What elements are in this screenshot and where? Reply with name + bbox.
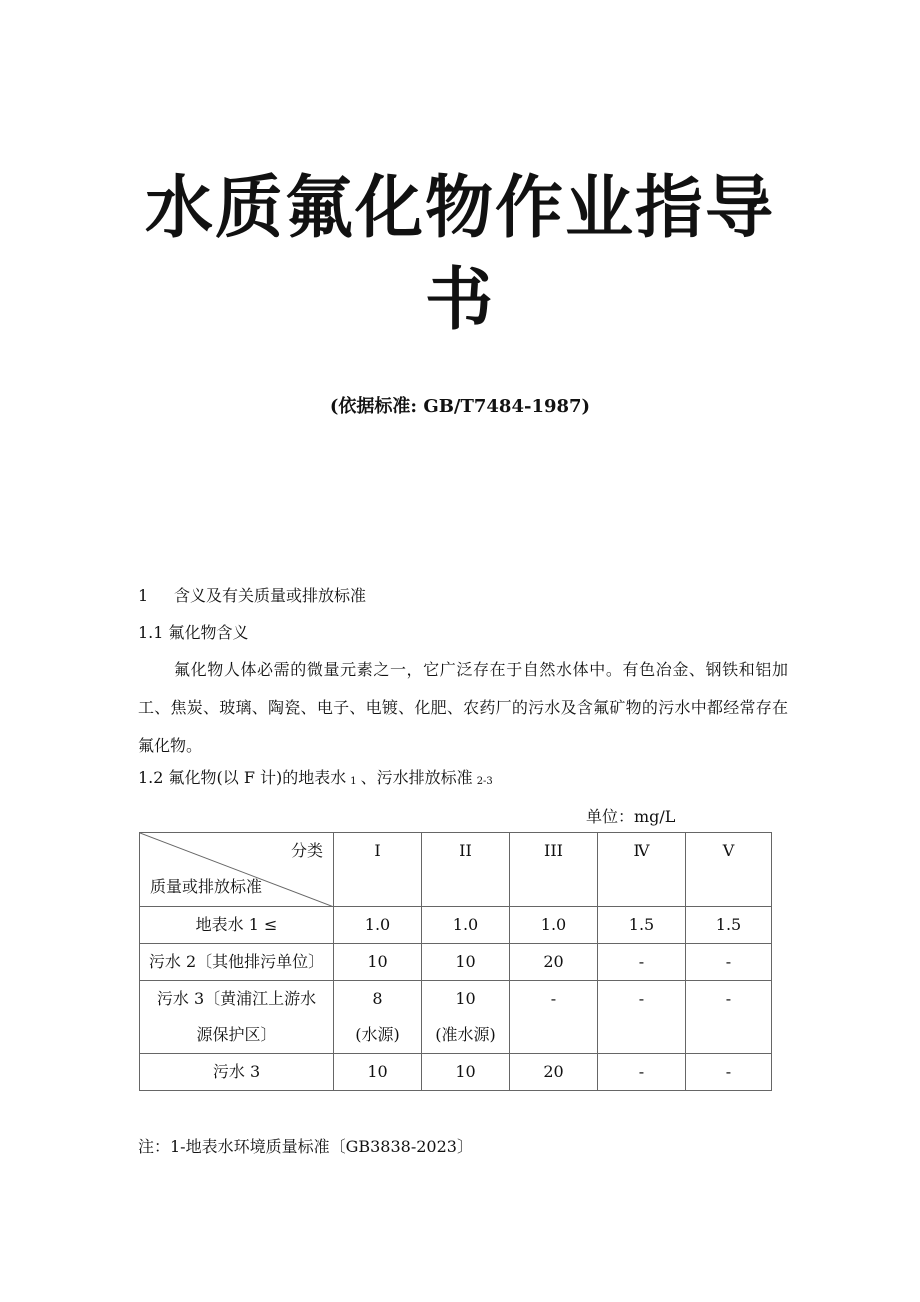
section-1-title: 含义及有关质量或排放标准 bbox=[174, 586, 367, 605]
table-cell bbox=[422, 981, 510, 1054]
section-1-2-part2: 、污水排放标准 bbox=[360, 768, 473, 787]
fluoride-definition-paragraph: 氟化物人体必需的微量元素之一，它广泛存在于自然水体中。有色冶金、钢铁和铝加工、焦炭、玻璃、陶瓷、电子、电镀、化肥、农药厂的污水及含氟矿物的污水中都经常存在氟化物。 bbox=[138, 660, 788, 755]
footnote-ref-1: 1 bbox=[350, 776, 357, 787]
table-cell: - bbox=[598, 944, 686, 981]
table-row bbox=[140, 981, 772, 1054]
table-cell: - bbox=[510, 981, 598, 1054]
column-header: I bbox=[334, 833, 422, 907]
table-cell: 10 bbox=[334, 944, 422, 981]
row-label: 地表水 1 ≤ bbox=[140, 907, 334, 944]
table-row bbox=[140, 944, 772, 981]
table-corner-cell bbox=[140, 833, 334, 907]
column-header: II bbox=[422, 833, 510, 907]
table-row bbox=[140, 1054, 772, 1091]
table-cell: 10 bbox=[422, 944, 510, 981]
row-label-line2: 源保护区〕 bbox=[196, 1025, 277, 1044]
footnote-ref-2-3: 2-3 bbox=[476, 776, 493, 787]
table-cell: - bbox=[686, 944, 772, 981]
footnote: 注：1-地表水环境质量标准〔GB3838-2023〕 bbox=[138, 1137, 473, 1156]
corner-standard-label: 质量或排放标准 bbox=[150, 877, 263, 896]
table-header-row bbox=[140, 833, 772, 907]
cell-note: (准水源) bbox=[435, 1025, 496, 1044]
document-title-line1: 水质氟化物作业指导 bbox=[144, 169, 775, 248]
fluoride-standards-table bbox=[139, 832, 772, 1091]
section-1-1-heading: 1.1 氟化物含义 bbox=[138, 623, 249, 642]
unit-label: 单位：mg/L bbox=[586, 807, 676, 826]
section-1-number: 1 bbox=[138, 586, 149, 605]
table-cell: 10 bbox=[422, 1054, 510, 1091]
row-label: 污水 3 bbox=[140, 1054, 334, 1091]
cell-note: (水源) bbox=[355, 1025, 400, 1044]
table-cell: - bbox=[598, 1054, 686, 1091]
table-row bbox=[140, 907, 772, 944]
table-cell: 10 bbox=[334, 1054, 422, 1091]
section-1-2-heading bbox=[138, 767, 497, 792]
table-cell: 1.5 bbox=[598, 907, 686, 944]
table-cell: 1.0 bbox=[422, 907, 510, 944]
table-cell: 1.5 bbox=[686, 907, 772, 944]
column-header: Ⅳ bbox=[598, 833, 686, 907]
column-header: V bbox=[686, 833, 772, 907]
table-cell: 20 bbox=[510, 1054, 598, 1091]
cell-value: 10 bbox=[455, 989, 476, 1008]
table-cell: 1.0 bbox=[334, 907, 422, 944]
section-1-2-part1: 1.2 氟化物(以 F 计)的地表水 bbox=[138, 768, 347, 787]
row-label: 污水 2〔其他排污单位〕 bbox=[140, 944, 334, 981]
column-header: III bbox=[510, 833, 598, 907]
table-cell bbox=[334, 981, 422, 1054]
table-cell: 1.0 bbox=[510, 907, 598, 944]
standard-reference: (依据标准: GB/T7484-1987) bbox=[329, 396, 591, 417]
corner-category-label: 分类 bbox=[290, 841, 323, 860]
table-cell: - bbox=[598, 981, 686, 1054]
table-cell: - bbox=[686, 981, 772, 1054]
section-1-heading bbox=[138, 585, 366, 607]
row-label-line1: 污水 3〔黄浦江上游水 bbox=[156, 989, 317, 1008]
cell-value: 8 bbox=[372, 989, 383, 1008]
table-cell: 20 bbox=[510, 944, 598, 981]
row-label bbox=[140, 981, 334, 1054]
table-cell: - bbox=[686, 1054, 772, 1091]
document-title-line2: 书 bbox=[424, 261, 495, 340]
